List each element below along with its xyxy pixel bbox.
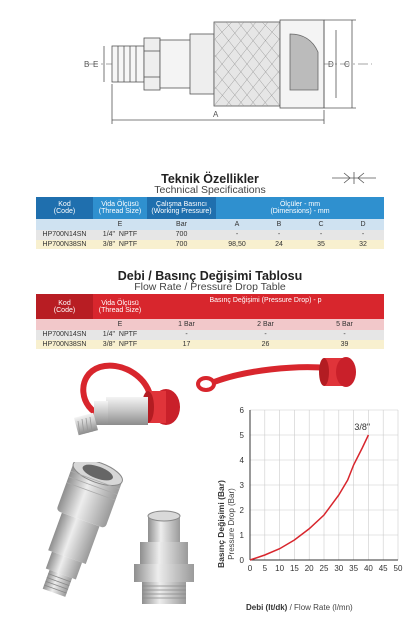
table-row: HP700N38SN 3/8" NPTF 700 98,50 24 35 32	[36, 240, 384, 250]
chart-grid	[250, 410, 398, 560]
spec-sub-bar: Bar	[147, 219, 216, 230]
female-coupling-image	[20, 462, 128, 602]
male-coupling-with-cap-image	[40, 355, 190, 465]
x-tick-label: 40	[363, 564, 373, 573]
table-row: HP700N38SN 3/8" NPTF 17 26 39	[36, 340, 384, 350]
flow-head-thread: Vida Ölçüsü (Thread Size)	[93, 294, 147, 319]
spec-sub-c: C	[300, 219, 342, 230]
dim-a-label: A	[213, 110, 219, 119]
x-tick-label: 45	[378, 564, 388, 573]
spec-title: Teknik Özellikler	[161, 172, 259, 186]
spec-head-pressure: Çalışma Basıncı (Working Pressure)	[147, 197, 216, 219]
x-tick-label: 30	[334, 564, 344, 573]
y-tick-label: 5	[239, 431, 244, 440]
y-tick-label: 6	[239, 406, 244, 415]
spec-sub-thread: E	[93, 219, 147, 230]
technical-drawing	[0, 0, 420, 160]
flow-sub-2bar: 2 Bar	[226, 319, 305, 330]
pressure-drop-chart	[210, 400, 420, 615]
flow-sub-5bar: 5 Bar	[305, 319, 384, 330]
dim-e-label: E	[93, 60, 99, 69]
dim-d-label: D	[328, 60, 334, 69]
dim-b-label: B	[84, 60, 90, 69]
dim-c-label: C	[344, 60, 350, 69]
flow-head-code: Kod (Code)	[36, 294, 93, 319]
table-row: HP700N14SN 1/4" NPTF - - -	[36, 330, 384, 340]
dust-cap-image	[196, 340, 366, 400]
y-axis-label-en: Pressure Drop (Bar)	[227, 488, 236, 560]
x-tick-label: 25	[319, 564, 329, 573]
x-tick-label: 5	[262, 564, 268, 573]
spec-sub-a: A	[216, 219, 258, 230]
chart-tick-labels	[240, 406, 403, 573]
flow-subtitle: Flow Rate / Pressure Drop Table	[134, 281, 286, 293]
spec-head-thread: Vida Ölçüsü (Thread Size)	[93, 197, 147, 219]
spec-sub-d: D	[342, 219, 384, 230]
y-tick-label: 0	[239, 556, 244, 565]
x-tick-label: 35	[349, 564, 359, 573]
spec-subtitle: Technical Specifications	[154, 184, 266, 196]
x-axis-label: Debi (lt/dk) / Flow Rate (l/mn)	[246, 603, 353, 612]
x-tick-label: 15	[289, 564, 299, 573]
flow-sub-thread: E	[93, 319, 147, 330]
x-tick-label: 0	[247, 564, 253, 573]
series-label-3-8: 3/8"	[354, 422, 371, 432]
y-axis-label: Basınç Değişimi (Bar)	[216, 480, 226, 568]
y-tick-label: 4	[239, 456, 244, 465]
male-nipple-image	[120, 510, 210, 610]
x-tick-label: 20	[304, 564, 314, 573]
spec-table	[36, 197, 384, 249]
spec-head-code: Kod (Code)	[36, 197, 93, 219]
x-tick-label: 50	[393, 564, 403, 573]
flow-head-pressure-drop: Basınç Değişimi (Pressure Drop) - p	[147, 294, 384, 319]
spec-sub-b: B	[258, 219, 300, 230]
spec-head-dimensions: Ölçüler - mm (Dimensions) - mm	[216, 197, 384, 219]
table-row: HP700N14SN 1/4" NPTF 700 - - - -	[36, 230, 384, 240]
flow-title: Debi / Basınç Değişimi Tablosu	[117, 269, 303, 283]
flow-sub-1bar: 1 Bar	[147, 319, 226, 330]
x-tick-label: 10	[275, 564, 285, 573]
y-tick-label: 3	[239, 481, 244, 490]
y-tick-label: 1	[239, 531, 244, 540]
y-tick-label: 2	[239, 506, 244, 515]
